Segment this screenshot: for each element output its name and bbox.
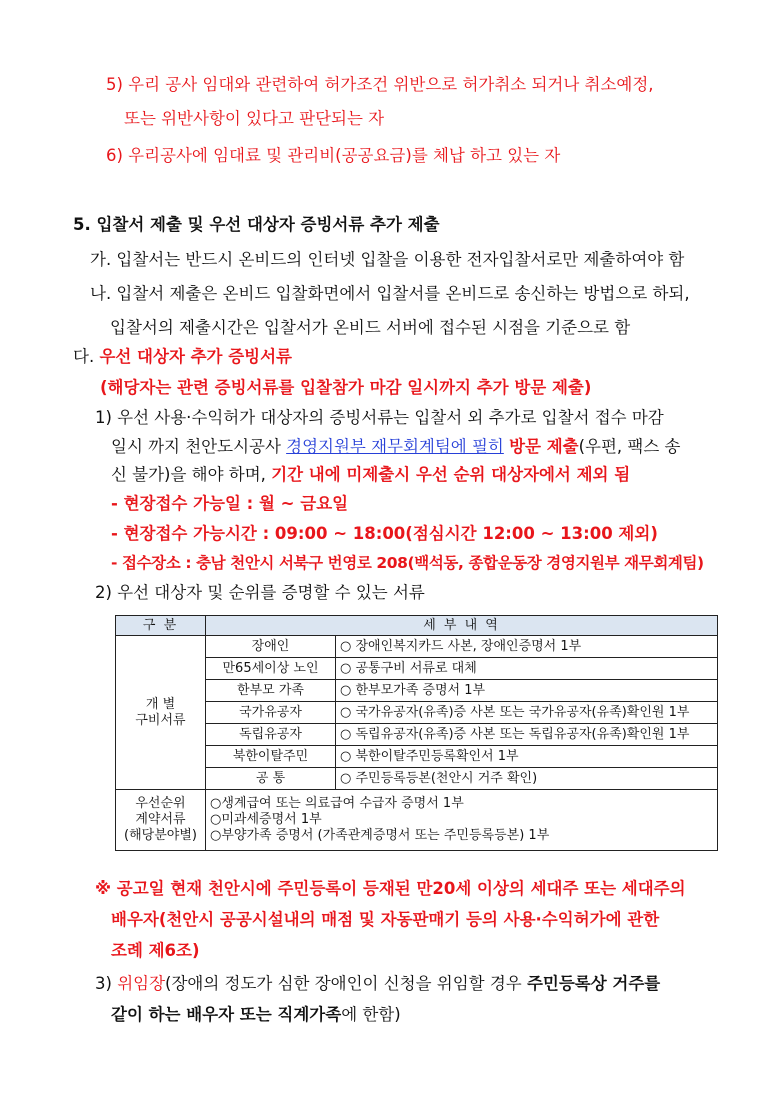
row-category: 국가유공자 — [206, 702, 336, 724]
para-2: 2) 우선 대상자 및 순위를 증명할 수 있는 서류 — [95, 583, 425, 602]
clause-na-cont: 입찰서의 제출시간은 입찰서가 온비드 서버에 접수된 시점을 기준으로 함 — [110, 318, 631, 337]
notice-line-2: 배우자(천안시 공공시설내의 매점 및 자동판매기 등의 사용·수익허가에 관한 — [111, 910, 660, 929]
header-category: 구 분 — [116, 616, 206, 636]
group-priority-line1: 우선순위 — [135, 796, 186, 811]
para-1-line3-pre: 신 불가)을 해야 하며, — [111, 465, 272, 484]
para-3-line-1 — [95, 973, 660, 995]
row-detail: ○ 한부모가족 증명서 1부 — [336, 680, 718, 702]
finance-team-link[interactable]: 경영지원부 재무회계팀에 필히 — [286, 437, 504, 456]
row-detail: ○ 북한이탈주민등록확인서 1부 — [336, 746, 718, 768]
table-row — [116, 636, 718, 658]
priority-doc: ○부양가족 증명서 (가족관계증명서 또는 주민등록등본) 1부 — [210, 828, 550, 843]
table-row — [116, 724, 718, 746]
group-individual-line1: 개 별 — [145, 696, 176, 712]
para-1-post: (우편, 팩스 송 — [578, 437, 681, 456]
para-1-line-1: 1) 우선 사용·수익허가 대상자의 증빙서류는 입찰서 외 추가로 입찰서 접수 마감 — [95, 408, 664, 427]
group-priority — [116, 790, 206, 851]
group-priority-line2: 계약서류 — [135, 812, 186, 827]
row-category: 북한이탈주민 — [206, 746, 336, 768]
clause-da-prefix: 다. — [73, 347, 100, 366]
row-detail: ○ 독립유공자(유족)증 사본 또는 독립유공자(유족)확인원 1부 — [336, 724, 718, 746]
row-category: 만65세이상 노인 — [206, 658, 336, 680]
table-row — [116, 768, 718, 790]
clause-na: 나. 입찰서 제출은 온비드 입찰화면에서 입찰서를 온비드로 송신하는 방법으로 하되, — [90, 284, 690, 303]
row-detail: ○ 주민등록등본(천안시 거주 확인) — [336, 768, 718, 790]
para-3-line-2 — [111, 1004, 401, 1026]
para-3-num: 3) — [95, 974, 118, 993]
bullet-days: - 현장접수 가능일 : 월 ~ 금요일 — [111, 494, 349, 513]
header-detail: 세 부 내 역 — [206, 616, 718, 636]
priority-documents — [206, 790, 718, 851]
para-1-line-3 — [111, 464, 630, 486]
row-category: 독립유공자 — [206, 724, 336, 746]
group-individual-line2: 구비서류 — [135, 712, 186, 728]
para-1-line-2 — [111, 436, 680, 458]
priority-doc: ○생계급여 또는 의료급여 수급자 증명서 1부 — [210, 796, 464, 811]
group-priority-line3: (해당분야별) — [124, 828, 197, 843]
item-6: 6) 우리공사에 임대료 및 관리비(공공요금)를 체납 하고 있는 자 — [106, 146, 561, 165]
table-row — [116, 658, 718, 680]
table-row — [116, 790, 718, 851]
power-of-attorney: 위임장 — [117, 974, 166, 993]
notice-line-3: 조례 제6조) — [111, 941, 200, 960]
table-row — [116, 746, 718, 768]
row-detail: ○ 장애인복지카드 사본, 장애인증명서 1부 — [336, 636, 718, 658]
para-3-mid: (장애의 정도가 심한 장애인이 신청을 위임할 경우 — [165, 974, 527, 993]
row-detail: ○ 공통구비 서류로 대체 — [336, 658, 718, 680]
row-detail: ○ 국가유공자(유족)증 사본 또는 국가유공자(유족)확인원 1부 — [336, 702, 718, 724]
table-header — [116, 616, 718, 636]
notice-line-1: ※ 공고일 현재 천안시에 주민등록이 등재된 만20세 이상의 세대주 또는 세대주의 — [95, 879, 686, 898]
clause-ga: 가. 입찰서는 반드시 온비드의 인터넷 입찰을 이용한 전자입찰서로만 제출하여야 함 — [90, 250, 685, 269]
bullet-place: - 접수장소 : 충남 천안시 서북구 번영로 208(백석동, 종합운동장 경영지원부 재무회계팀) — [111, 554, 704, 572]
clause-da — [73, 346, 292, 368]
para-3-bold-2: 같이 하는 배우자 또는 직계가족 — [111, 1005, 342, 1024]
para-1-pre: 일시 까지 천안도시공사 — [111, 437, 287, 456]
group-individual — [116, 636, 206, 790]
exclusion-warning: 기간 내에 미제출시 우선 순위 대상자에서 제외 됨 — [271, 465, 631, 484]
clause-da-note: (해당자는 관련 증빙서류를 입찰참가 마감 일시까지 추가 방문 제출) — [100, 378, 592, 397]
table-row — [116, 680, 718, 702]
section-5-heading: 5. 입찰서 제출 및 우선 대상자 증빙서류 추가 제출 — [73, 215, 440, 234]
row-category: 장애인 — [206, 636, 336, 658]
bullet-hours: - 현장접수 가능시간 : 09:00 ~ 18:00(점심시간 12:00 ~ 13:00 제외) — [111, 524, 658, 543]
row-category: 공 통 — [206, 768, 336, 790]
item-5-cont: 또는 위반사항이 있다고 판단되는 자 — [124, 109, 385, 128]
para-3-post: 에 한함) — [341, 1005, 401, 1024]
table-row — [116, 702, 718, 724]
item-5: 5) 우리 공사 임대와 관련하여 허가조건 위반으로 허가취소 되거나 취소예정, — [106, 75, 654, 94]
para-3-bold: 주민등록상 거주를 — [526, 974, 661, 993]
visit-submit-text: 방문 제출 — [509, 437, 579, 456]
clause-da-title: 우선 대상자 추가 증빙서류 — [99, 347, 292, 366]
row-category: 한부모 가족 — [206, 680, 336, 702]
documents-table — [115, 615, 718, 851]
priority-doc: ○미과세증명서 1부 — [210, 812, 322, 827]
